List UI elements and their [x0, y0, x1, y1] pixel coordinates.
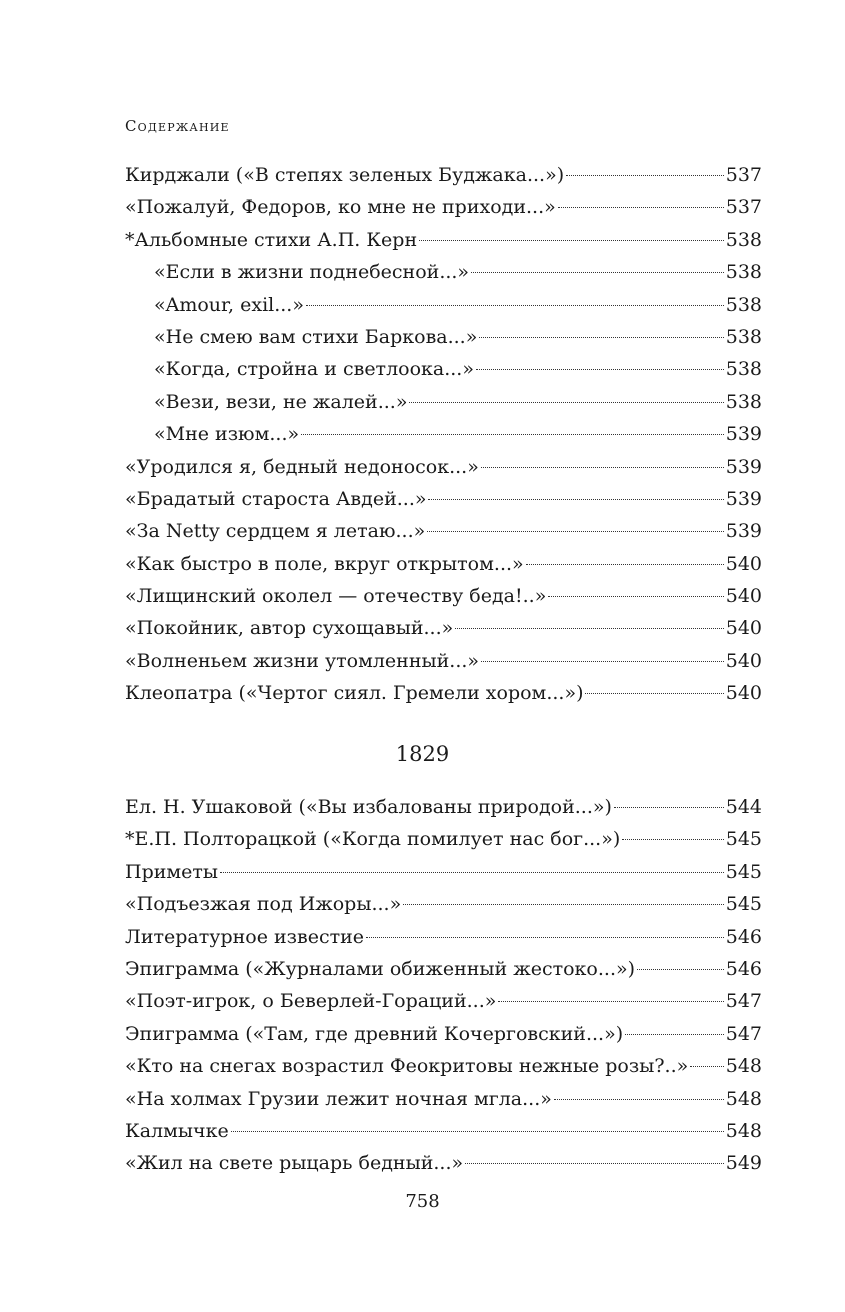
dot-leader [306, 305, 724, 306]
toc-entry-page: 547 [725, 990, 762, 1013]
toc-entry-title: Эпиграмма («Там, где древний Кочерговский...») [125, 1022, 624, 1045]
toc-entry-title: «Жил на свете рыцарь бедный...» [125, 1152, 464, 1175]
toc-entry [125, 256, 762, 288]
toc-entry [125, 985, 762, 1017]
toc-entry-title: «Брадатый староста Авдей...» [125, 487, 427, 510]
toc-entry-page: 545 [725, 828, 762, 851]
toc-block-1829 [125, 791, 762, 1180]
toc-entry-title: Кирджали («В степях зеленых Буджака...») [125, 164, 565, 186]
dot-leader [554, 1099, 724, 1100]
toc-entry [125, 289, 762, 321]
dot-leader [419, 240, 724, 241]
toc-entry [125, 921, 762, 953]
dot-leader [690, 1066, 723, 1067]
toc-entry-page: 548 [725, 1119, 762, 1142]
toc-entry-title: Литературное известие [125, 925, 365, 948]
toc-entry-page: 537 [725, 196, 762, 219]
toc-entry-page: 540 [725, 649, 762, 672]
toc-entry [125, 791, 762, 823]
toc-entry [125, 1147, 762, 1179]
toc-entry [125, 418, 762, 450]
running-head: Содержание [125, 117, 230, 135]
toc-entry-page: 540 [725, 585, 762, 608]
toc-entry-title: Эпиграмма («Журналами обиженный жестоко...») [125, 957, 636, 980]
toc-entry-page: 539 [725, 423, 762, 446]
toc-entry-title: «Когда, стройна и светлоока...» [154, 358, 474, 381]
toc-block-1828 [125, 159, 762, 710]
dot-leader [481, 467, 724, 468]
toc-entry-title: «Уродился я, бедный недоносок...» [125, 455, 479, 478]
toc-entry [125, 823, 762, 855]
toc-entry-page: 539 [725, 487, 762, 510]
toc-entry-title: «Кто на снегах возрастил Феокритовы нежные розы?..» [125, 1055, 689, 1078]
toc-entry [125, 1018, 762, 1050]
dot-leader [566, 175, 724, 176]
toc-entry-title: «На холмах Грузии лежит ночная мгла...» [125, 1087, 552, 1110]
dot-leader [403, 904, 724, 905]
toc-entry [125, 353, 762, 385]
dot-leader [637, 969, 724, 970]
toc-entry-title: «Покойник, автор сухощавый...» [125, 617, 454, 640]
toc-entry [125, 515, 762, 547]
toc-entry-title: «Вези, вези, не жалей...» [154, 390, 408, 413]
toc-entry-page: 547 [725, 1022, 762, 1045]
toc-entry-title: Приметы [125, 860, 219, 883]
toc-entry-title: «Не смею вам стихи Баркова...» [154, 325, 478, 348]
toc-entry-title: «Подъезжая под Ижоры...» [125, 893, 402, 916]
toc-entry-title: *Е.П. Полторацкой («Когда помилует нас бог...») [125, 828, 621, 851]
toc-entry [125, 483, 762, 515]
toc-entry-title: «Amour, exil...» [154, 293, 304, 316]
dot-leader [479, 337, 723, 338]
toc-entry [125, 451, 762, 483]
toc-entry-page: 546 [725, 925, 762, 948]
dot-leader [625, 1034, 724, 1035]
toc-entry-title: «Пожалуй, Федоров, ко мне не приходи...» [125, 196, 556, 219]
dot-leader [622, 839, 723, 840]
toc-entry [125, 580, 762, 612]
dot-leader [558, 207, 724, 208]
toc-entry-title: «Если в жизни поднебесной...» [154, 261, 470, 284]
toc-entry-page: 544 [725, 796, 762, 818]
toc-entry-page: 548 [725, 1055, 762, 1078]
dot-leader [220, 872, 724, 873]
toc-entry [125, 1050, 762, 1082]
toc-entry [125, 548, 762, 580]
toc-entry-page: 539 [725, 455, 762, 478]
toc-entry-title: Калмычке [125, 1119, 229, 1142]
dot-leader [465, 1163, 724, 1164]
dot-leader [481, 661, 724, 662]
toc-entry [125, 224, 762, 256]
toc-entry-page: 546 [725, 957, 762, 980]
toc-entry-page: 548 [725, 1087, 762, 1110]
toc-entry-page: 539 [725, 520, 762, 543]
toc-entry-page: 545 [725, 893, 762, 916]
toc-entry-title: «Как быстро в поле, вкруг открытом...» [125, 552, 524, 575]
dot-leader [548, 596, 723, 597]
dot-leader [471, 272, 724, 273]
dot-leader [614, 807, 724, 808]
toc-entry [125, 191, 762, 223]
toc-entry [125, 953, 762, 985]
toc-entry [125, 645, 762, 677]
toc-entry [125, 1115, 762, 1147]
dot-leader [231, 1131, 724, 1132]
dot-leader [585, 693, 723, 694]
toc-entry-page: 540 [725, 617, 762, 640]
toc-entry [125, 321, 762, 353]
page-number: 758 [405, 1191, 440, 1212]
toc-entry [125, 159, 762, 191]
toc-entry-title: *Альбомные стихи А.П. Керн [125, 228, 418, 251]
toc-entry-page: 538 [725, 390, 762, 413]
toc-entry-page: 538 [725, 261, 762, 284]
toc-entry [125, 677, 762, 709]
dot-leader [428, 499, 723, 500]
section-heading-year: 1829 [395, 742, 450, 766]
toc-entry-title: «Лищинский околел — отечеству беда!..» [125, 585, 547, 608]
toc-entry-page: 549 [725, 1152, 762, 1175]
toc-entry-page: 540 [725, 682, 762, 705]
toc-entry-page: 538 [725, 293, 762, 316]
toc-entry-page: 540 [725, 552, 762, 575]
toc-entry-page: 538 [725, 325, 762, 348]
toc-entry-title: Ел. Н. Ушаковой («Вы избалованы природой...») [125, 796, 612, 818]
dot-leader [476, 369, 724, 370]
dot-leader [301, 434, 724, 435]
toc-entry [125, 856, 762, 888]
toc-entry [125, 386, 762, 418]
toc-entry-title: Клеопатра («Чертог сиял. Гремели хором...») [125, 682, 584, 705]
toc-entry-title: «Волненьем жизни утомленный...» [125, 649, 480, 672]
toc-entry [125, 612, 762, 644]
toc-entry-page: 537 [725, 164, 762, 186]
dot-leader [409, 402, 723, 403]
dot-leader [498, 1001, 723, 1002]
dot-leader [427, 531, 724, 532]
toc-entry [125, 1083, 762, 1115]
toc-entry [125, 888, 762, 920]
toc-entry-title: «Поэт-игрок, о Беверлей-Гораций...» [125, 990, 497, 1013]
toc-entry-page: 545 [725, 860, 762, 883]
toc-entry-page: 538 [725, 358, 762, 381]
dot-leader [455, 628, 723, 629]
toc-entry-title: «Мне изюм...» [154, 423, 300, 446]
dot-leader [526, 564, 724, 565]
dot-leader [366, 937, 724, 938]
toc-entry-title: «За Netty сердцем я летаю...» [125, 520, 426, 543]
toc-entry-page: 538 [725, 228, 762, 251]
